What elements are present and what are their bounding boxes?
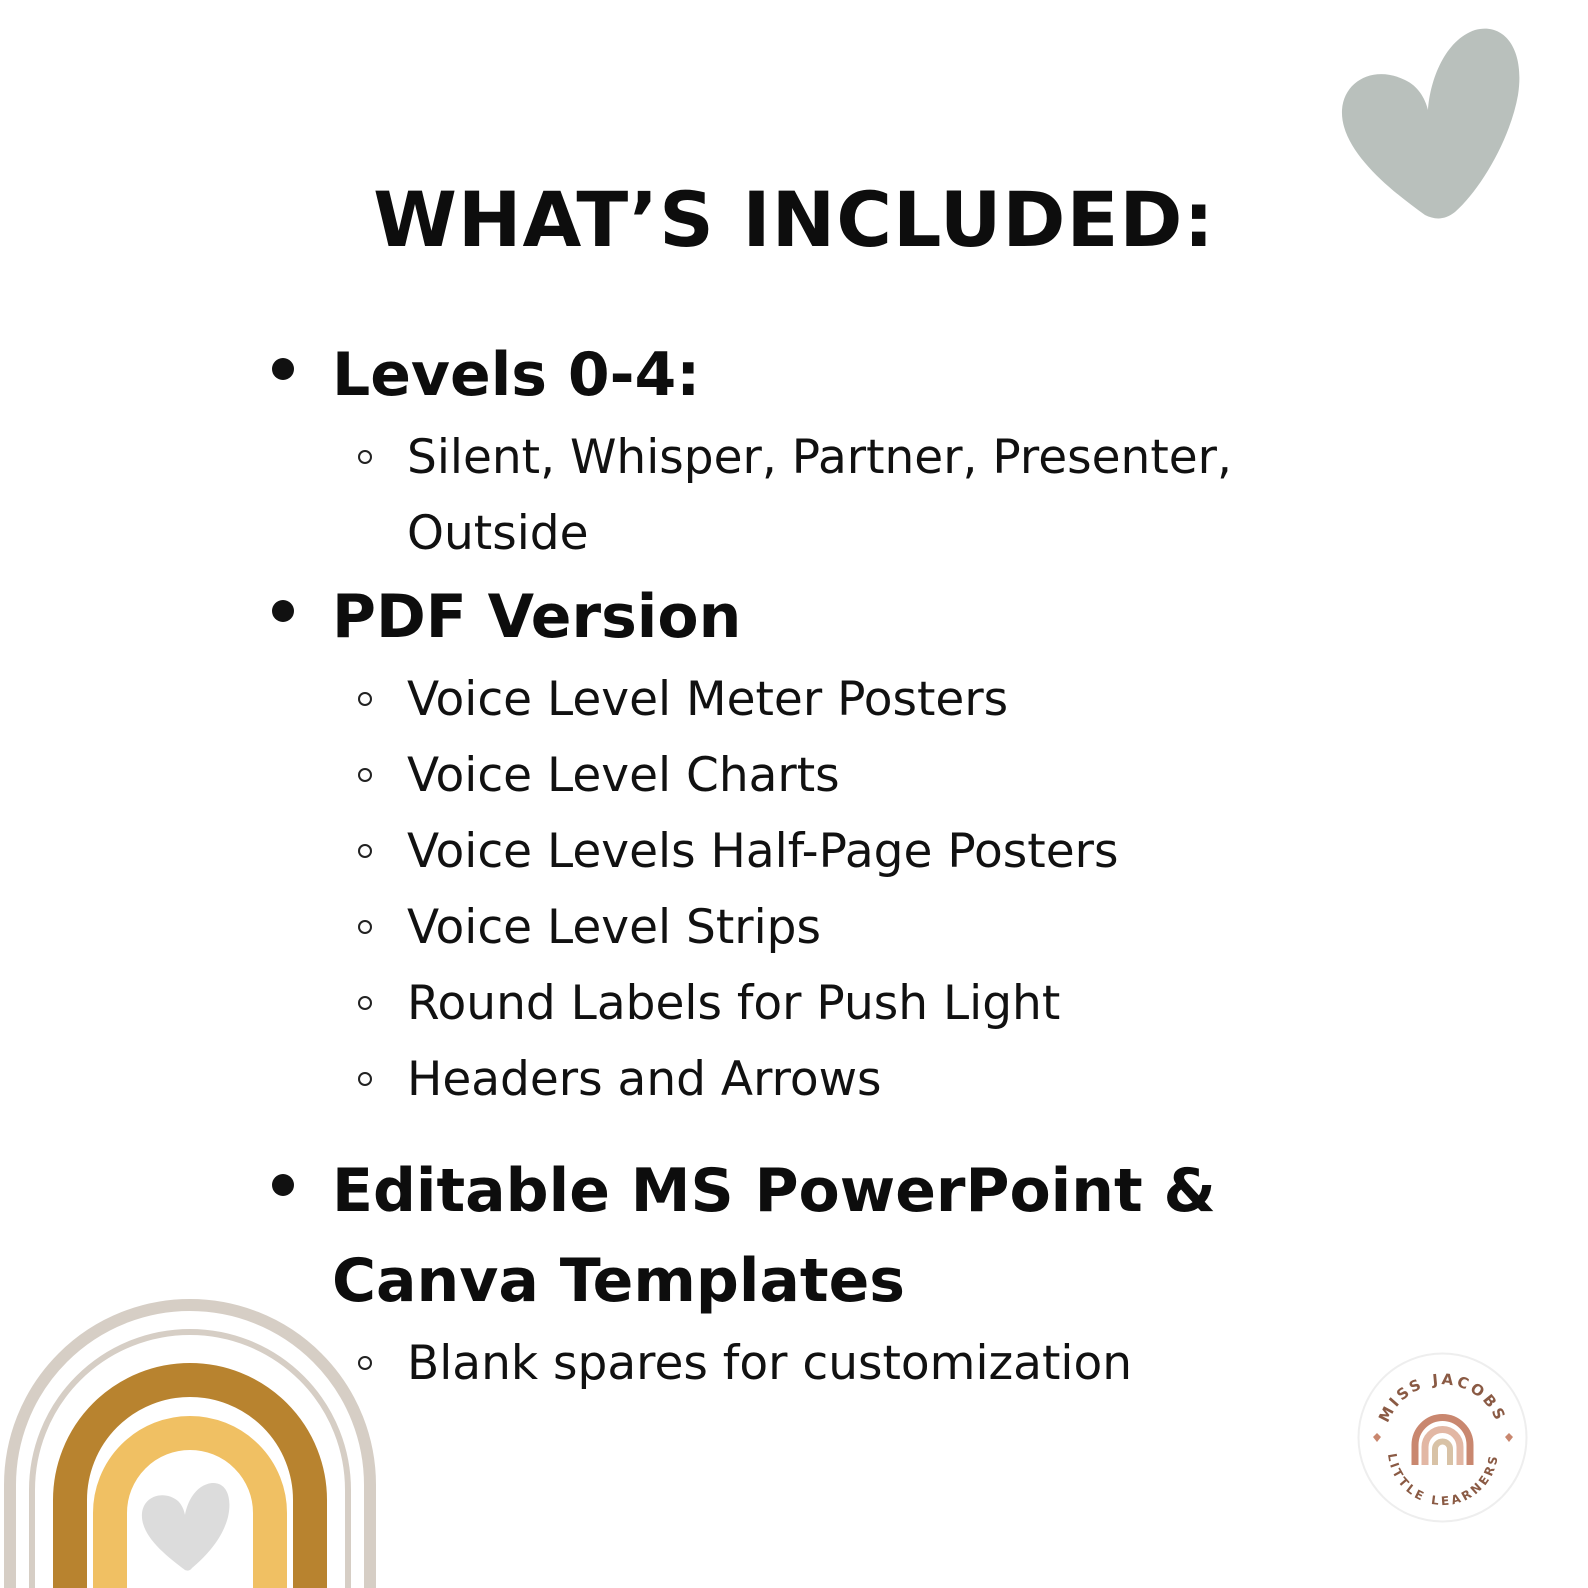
hollow-bullet-icon xyxy=(358,920,372,934)
sub-list-item xyxy=(270,966,1400,1042)
hollow-bullet-icon xyxy=(358,692,372,706)
sub-list-item xyxy=(270,420,1400,572)
hollow-bullet-icon xyxy=(358,844,372,858)
hollow-bullet-icon xyxy=(358,450,372,464)
sub-list xyxy=(270,662,1400,1118)
list-item-label: Levels 0-4: xyxy=(332,340,701,410)
page-title: WHAT’S INCLUDED: xyxy=(373,175,1215,264)
list-item-label: PDF Version xyxy=(332,582,742,652)
sub-item-text: Voice Level Meter Posters xyxy=(407,672,1009,727)
included-list xyxy=(270,330,1400,1402)
bullet-icon xyxy=(272,358,294,380)
sub-list xyxy=(270,420,1400,572)
logo-badge xyxy=(1355,1350,1530,1525)
logo-top-text: MISS JACOBS xyxy=(1374,1370,1511,1426)
list-item xyxy=(270,1146,1400,1326)
sub-list-item xyxy=(270,738,1400,814)
spacer xyxy=(270,1118,1400,1146)
sub-item-text: Voice Level Charts xyxy=(407,748,840,803)
bullet-icon xyxy=(272,600,294,622)
sub-list-item xyxy=(270,814,1400,890)
list-item xyxy=(270,330,1400,420)
sub-item-text: Round Labels for Push Light xyxy=(407,976,1061,1031)
hollow-bullet-icon xyxy=(358,768,372,782)
sub-list-item xyxy=(270,1326,1400,1402)
sub-list-item xyxy=(270,662,1400,738)
list-item-label: Editable MS PowerPoint & Canva Templates xyxy=(332,1156,1216,1316)
hollow-bullet-icon xyxy=(358,1072,372,1086)
sub-list xyxy=(270,1326,1400,1402)
sub-item-text: Voice Levels Half-Page Posters xyxy=(407,824,1119,879)
sub-item-text: Voice Level Strips xyxy=(407,900,821,955)
hollow-bullet-icon xyxy=(358,996,372,1010)
heart-icon xyxy=(142,1483,230,1571)
sub-item-text: Blank spares for customization xyxy=(407,1336,1133,1391)
list-item xyxy=(270,572,1400,662)
rainbow-illustration xyxy=(0,1285,380,1588)
sub-list-item xyxy=(270,1042,1400,1118)
sub-item-text: Silent, Whisper, Partner, Presenter, Outside xyxy=(407,430,1232,561)
logo-bottom-text: LITTLE LEARNERS xyxy=(1384,1452,1502,1509)
sub-list-item xyxy=(270,890,1400,966)
bullet-icon xyxy=(272,1174,294,1196)
sub-item-text: Headers and Arrows xyxy=(407,1052,882,1107)
